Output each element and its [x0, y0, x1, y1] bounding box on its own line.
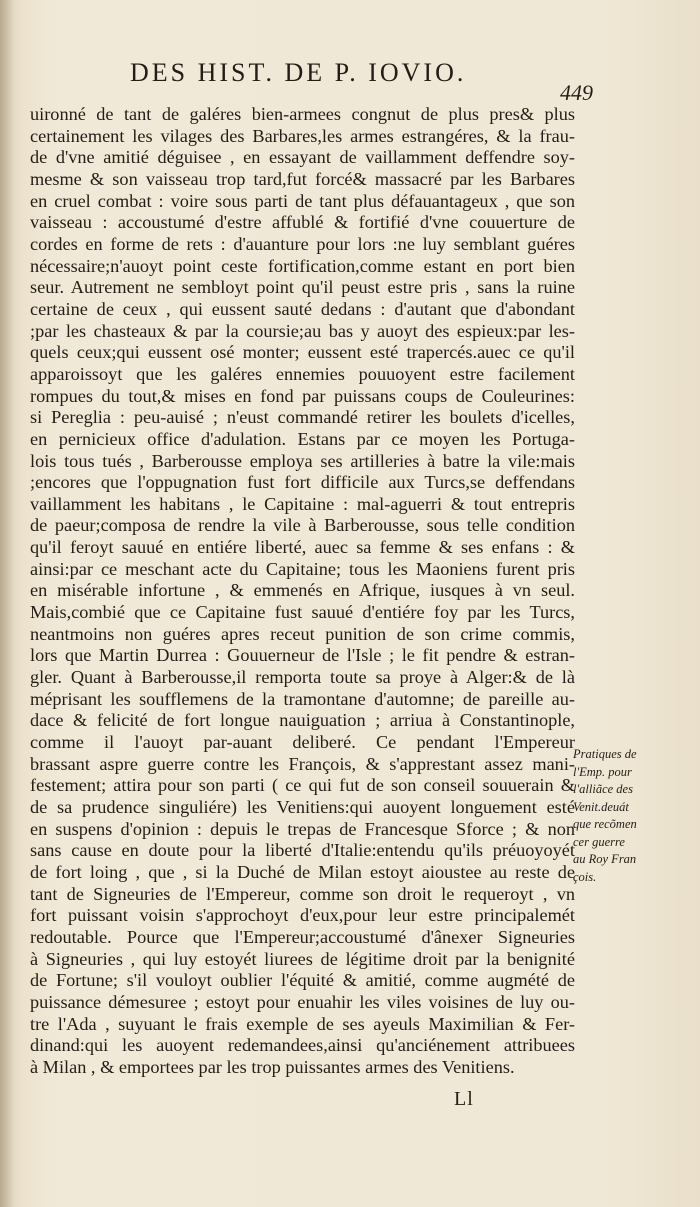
margin-note-line: l'alliãce des [573, 782, 633, 796]
text-line: de fort loing , que , si la Duché de Milan estoyt aioustee au reste de [30, 861, 575, 882]
text-line: de sa prudence singuliére) les Venitiens:qui auoyent longuement esté [30, 797, 575, 817]
text-line: dace & felicité de fort longue nauiguation ; arriua à Constantinople, [30, 710, 575, 731]
text-line: de Fortune; s'il vouloyt oublier l'équité & amitié, comme augmété de [30, 970, 575, 991]
text-line: vaisseau : accoustumé d'estre affublé & fortifié d'vne couuerture de [30, 212, 575, 233]
text-line: mesme & son vaisseau trop tard,fut forcé& massacré par les Barbares [30, 168, 575, 189]
text-line: de paeur;composa de rendre la vile à Barberousse, sous telle condition [30, 515, 575, 536]
text-line: gler. Quant à Barberousse,il remporta toute sa proye à Alger:& de là [30, 667, 575, 688]
text-line: cordes en forme de rets : d'auanture pour lors :ne luy semblant guéres [30, 233, 575, 254]
text-line: nécessaire;n'auoyt point ceste fortification,comme estant en port bien [30, 255, 575, 276]
text-line: quels ceux;qui eussent osé monter; eussent esté trapercés.auec ce qu'il [30, 342, 575, 363]
text-line: sans cause en doute pour la liberté d'Italie:entendu qu'ils préuoyoyét [30, 840, 575, 861]
text-line: seur. Autrement ne sembloyt point qu'il peust estre pris , sans la ruine [30, 277, 575, 298]
text-line: brassant aspre guerre contre les François, & s'apprestant assez mani- [30, 753, 575, 774]
text-line: tre l'Ada , suyuant le frais exemple de ses ayeuls Maximilian & Fer- [30, 1013, 575, 1034]
text-line: ;encores que l'oppugnation fust fort difficile aux Turcs,se deffendans [30, 472, 575, 493]
text-line: ;par les chasteaux & par la coursie;au bas y auoyt des espieux:par les- [30, 320, 575, 341]
text-line: vaillamment les habitans , le Capitaine : mal-aguerri & tout entrepris [30, 493, 575, 514]
gutter-shadow [0, 0, 14, 1207]
margin-note-line: que recõmen [573, 817, 637, 831]
text-line: lois tous tués , Barberousse employa ses artilleries à batre la vile:mais [30, 450, 575, 471]
margin-note-line: çois. [573, 869, 597, 884]
text-line: qu'il feroyt sauué en entiére liberté, auec sa femme & ses enfans : & [30, 537, 575, 558]
body-text [30, 104, 575, 1079]
text-line: en cruel combat : voire sous parti de tant plus défauantageux , que son [30, 190, 575, 211]
text-line: redoutable. Pource que l'Empereur;accoustumé d'ânexer Signeuries [30, 926, 575, 947]
running-title: DES HIST. DE P. IOVIO. [130, 58, 467, 87]
text-line: de d'vne amitié déguisee , en essayant de vaillamment deffendre soy- [30, 147, 575, 168]
text-line: ainsi:par ce meschant acte du Capitaine; tous les Maoniens furent pris [30, 558, 575, 579]
margin-note-line: Venit.deuát [573, 799, 629, 814]
text-line: Mais,combié que ce Capitaine fust sauué d'entiére foy par les Turcs, [30, 602, 575, 623]
text-line: neantmoins non guéres apres receut punition de son crime commis, [30, 623, 575, 644]
page-number: 449 [560, 80, 593, 105]
text-line: rompues du tout,& mises en fond par puissans coups de Couleurines: [30, 385, 575, 406]
text-line: dinand:qui les auoyent redemandees,ainsi qu'anciénement attribuees [30, 1035, 575, 1056]
margin-note-line: l'Emp. pour [573, 764, 632, 779]
text-line: en suspens d'opinion : depuis le trepas de Francesque Sforce ; & non [30, 818, 575, 839]
text-line: festement; attira pour son parti ( ce qui fut de son conseil souuerain & [30, 775, 575, 796]
text-line: tant de Signeuries de l'Empereur, comme son droit le requeroyt , vn [30, 883, 575, 904]
margin-note [573, 746, 683, 886]
text-line: en misérable infortune , & emmenés en Afrique, iusques à vn seul. [30, 580, 575, 601]
text-line: puissance démesuree ; estoyt pour enuahir les viles voisines de luy ou- [30, 991, 575, 1012]
text-line: certainement les vilages des Barbares,les armes estrangéres, & la frau- [30, 125, 575, 146]
text-line: comme il l'auoyt par-auant deliberé. Ce pendant l'Empereur [30, 732, 575, 753]
margin-note-line: au Roy Fran [573, 852, 637, 866]
margin-note-line: cer guerre [573, 834, 625, 849]
text-line: à Signeuries , qui luy estoyét liurees de légitime droit par la benignité [30, 948, 575, 969]
text-line: lors que Martin Durrea : Gouuerneur de l'Isle ; le fit pendre & estran- [30, 645, 575, 666]
signature-mark: Ll [454, 1088, 474, 1110]
text-line: méprisant les soufflemens de la tramontane d'automne; de pareille au- [30, 688, 575, 709]
text-line: certaine de ceux , qui eussent sauté dedans : d'autant que d'abondant [30, 298, 575, 319]
margin-note-line: Pratiques de [573, 747, 637, 761]
text-line: en pernicieux office d'adulation. Estans par ce moyen les Portuga- [30, 428, 575, 449]
text-line: apparoissoyt que les galéres ennemies pouuoyent estre facilement [30, 363, 575, 384]
text-line: uironné de tant de galéres bien-armees congnut de plus pres& plus [30, 104, 575, 124]
text-line: si Pereglia : peu-auisé ; n'eust commandé retirer les boulets d'icelles, [30, 407, 575, 428]
text-line: à Milan , & emportees par les trop puissantes armes des Venitiens. [30, 1056, 515, 1077]
text-line: fort puissant voisin s'approchoyt d'eux,pour leur estre principalemét [30, 905, 575, 926]
